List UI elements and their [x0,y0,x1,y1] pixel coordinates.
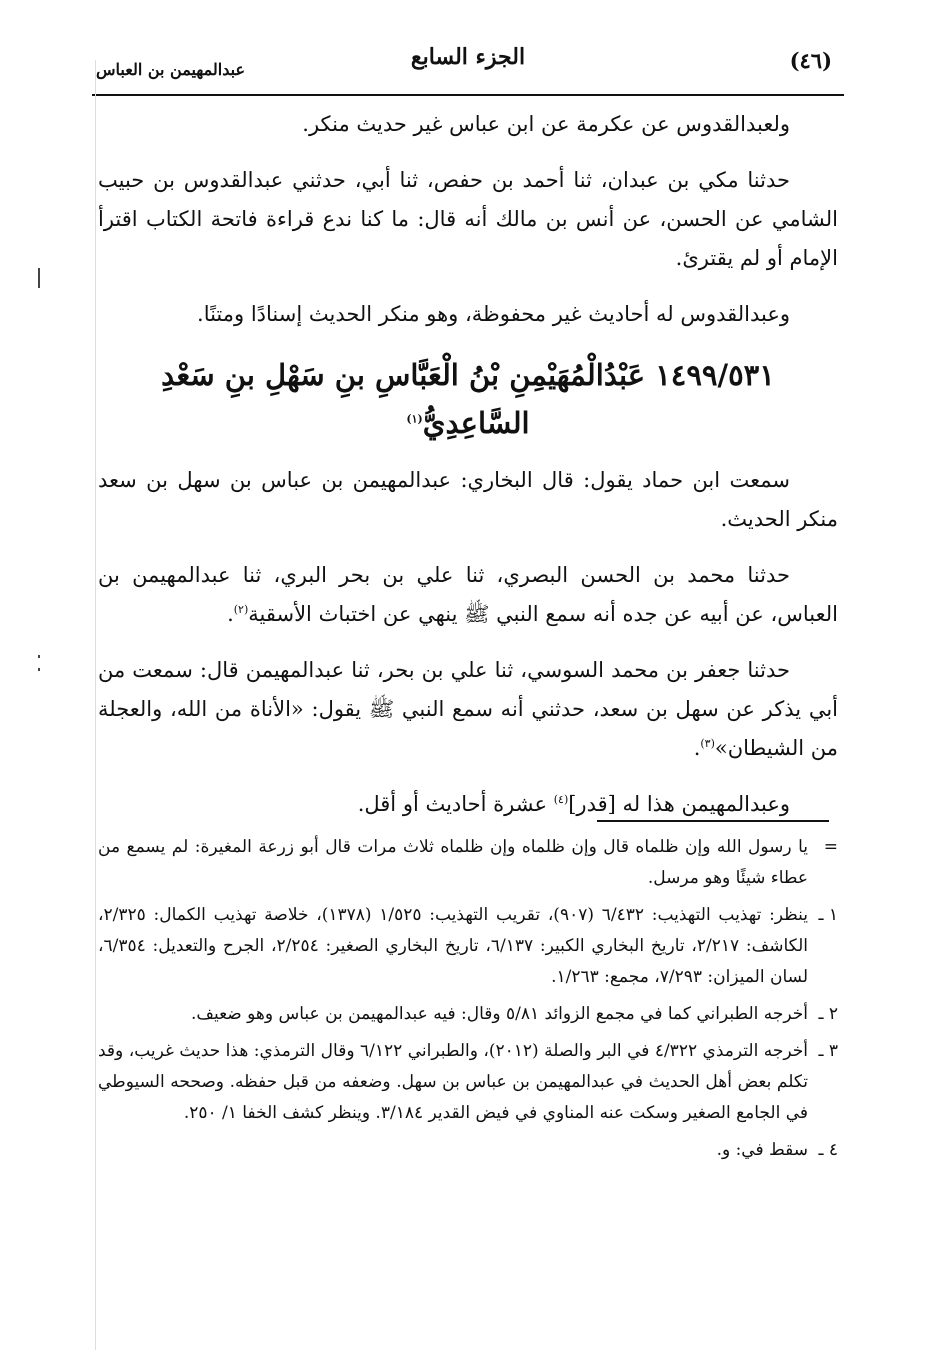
paragraph: سمعت ابن حماد يقول: قال البخاري: عبدالمهيمن بن عباس بن سهل بن سعد منكر الحديث. [98,468,838,531]
paragraph-text: وعبدالمهيمن هذا له [قدر] [568,792,790,816]
part-title: الجزء السابع [410,44,526,70]
footnote-text: سقط في: و. [716,1140,808,1160]
scan-mark [38,655,40,658]
footnote-mark: ٢ ـ [818,1004,838,1024]
footnote [98,1036,838,1129]
page-header [92,38,844,96]
paragraph: حدثنا مكي بن عبدان، ثنا أحمد بن حفص، ثنا أبي، حدثني عبدالقدوس بن حبيب الشامي عن الحسن، عن أنس بن مالك أنه قال: ما كنا ندع قراءة فاتحة الكتاب اقترأ الإمام أو لم يقترئ. [98,168,838,270]
entry-title-text: ١٤٩٩/٥٣١ عَبْدُالْمُهَيْمِنِ بْنُ الْعَبَّاسِ بنِ سَهْلِ بنِ سَعْدِ السَّاعِدِيُّ [161,358,775,440]
paragraph: حدثنا محمد بن الحسن البصري، ثنا علي بن بحر البري، ثنا عبدالمهيمن بن العباس، عن أبيه عن جده أنه سمع النبي ﷺ ينهي عن اختباث الأسقية$^{(٢)}$. [98,563,838,626]
footnote-separator [597,820,829,822]
footnotes [98,832,838,1172]
paragraph-text: عشرة أحاديث أو أقل. [357,792,548,816]
main-text [98,105,838,841]
paragraph-text: حدثنا جعفر بن محمد السوسي، ثنا علي بن بحر، ثنا عبدالمهيمن قال: سمعت من أبي يذكر عن سهل بن سعد، حدثني أنه سمع النبي ﷺ يقول: «الأناة من الله، والعجلة من الشيطان» [98,658,838,760]
footnote [98,999,838,1030]
paragraph: حدثنا جعفر بن محمد السوسي، ثنا علي بن بحر، ثنا عبدالمهيمن قال: سمعت من أبي يذكر عن سهل بن سعد، حدثني أنه سمع النبي ﷺ يقول: «الأناة من الله، والعجلة من الشيطان»$^{(٣)}$. [98,658,838,760]
footnote-ref: (٢) [233,603,249,616]
footnote [98,832,838,894]
footnote-text: أخرجه الترمذي ٤/٣٢٢ في البر والصلة (٢٠١٢)، والطبراني ٦/١٢٢ وقال الترمذي: هذا حديث غريب، وقد تكلم بعض أهل الحديث في عبدالمهيمن بن عباس بن سهل. وضعفه من قبل حفظه. وصححه السيوطي في الجامع الصغير وسكت عنه المناوي في فيض القدير ٣/١٨٤. وينظر كشف الخفا ١/ ٢٥٠. [98,1041,808,1123]
footnote [98,900,838,993]
paragraph: ولعبدالقدوس عن عكرمة عن ابن عباس غير حديث منكر. [302,112,790,136]
footnote-text: أخرجه الطبراني كما في مجمع الزوائد ٥/٨١ وقال: فيه عبدالمهيمن بن عباس وهو ضعيف. [190,1004,808,1024]
scan-mark [38,668,40,671]
footnote-text: ينظر: تهذيب التهذيب: ٦/٤٣٢ (٩٠٧)، تقريب التهذيب: ١/٥٢٥ (١٣٧٨)، خلاصة تهذيب الكمال: ٢/٣٢٥، الكاشف: ٢/٢١٧، تاريخ البخاري الكبير: ٦/١٣٧، تاريخ البخاري الصغير: ٢/٢٥٤، الجرح والتعديل: ٦/٣٥٤، لسان الميزان: ٧/٢٩٣، مجمع: ١/٢٦٣. [98,905,808,987]
scan-mark [38,268,40,288]
footnote-mark: ٤ ـ [818,1140,838,1160]
paragraph: وعبدالقدوس له أحاديث غير محفوظة، وهو منكر الحديث إسنادًا ومتنًا. [197,302,790,326]
entry-title [98,351,838,447]
paragraph [98,785,838,824]
paragraph-text: حدثنا محمد بن الحسن البصري، ثنا علي بن بحر البري، ثنا عبدالمهيمن بن العباس، عن أبيه عن جده أنه سمع النبي ﷺ ينهي عن اختباث الأسقية [98,563,838,626]
footnote-ref: (٤) [553,793,569,806]
footnote [98,1135,838,1166]
scan-mark [95,60,96,1350]
footnote-text: يا رسول الله وإن ظلماه قال وإن ظلماه وإن ظلماه ثلاث مرات قال أبو زرعة المغيرة: لم يسمع من عطاء شيئًا وهو مرسل. [98,837,808,888]
footnote-mark: ١ ـ [818,905,838,925]
footnote-ref: (١) [406,412,423,426]
footnote-mark: = [823,837,838,857]
footnote-ref: (٣) [700,737,715,750]
running-title: عبدالمهيمن بن العباس [96,60,246,79]
page-number: (٤٦) [789,48,832,73]
footnote-mark: ٣ ـ [818,1041,838,1061]
